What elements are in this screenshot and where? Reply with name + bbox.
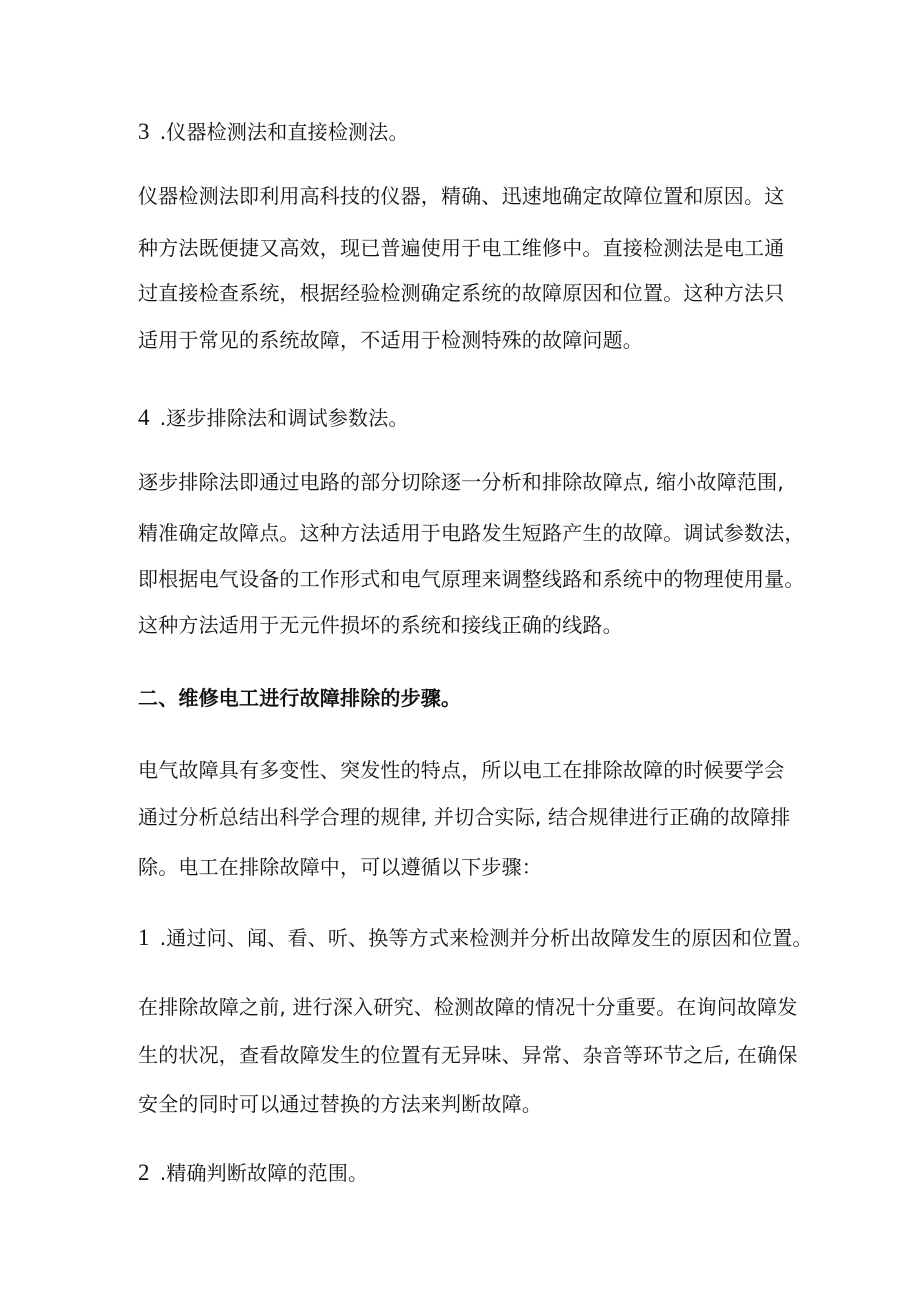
heading-4 <box>138 404 409 432</box>
heading-text: .仪器检测法和直接检测法。 <box>159 120 409 144</box>
paragraph-line: 电气故障具有多变性、突发性的特点，所以电工在排除故障的时候要学会 <box>138 758 785 782</box>
paragraph-line: 除。电工在排除故障中，可以遵循以下步骤： <box>138 855 542 879</box>
paragraph-line: 种方法既便捷又高效，现已普遍使用于电工维修中。直接检测法是电工通 <box>138 236 785 260</box>
heading-number: 1 <box>138 925 150 950</box>
heading-text: .通过问、闻、看、听、换等方式来检测并分析出故障发生的原因和位置。 <box>159 926 813 950</box>
paragraph-line: 精准确定故障点。这种方法适用于电路发生短路产生的故障。调试参数法， <box>138 521 805 545</box>
heading-number: 2 <box>138 1160 150 1185</box>
paragraph-line: 通过分析总结出科学合理的规律, 并切合实际, 结合规律进行正确的故障排 <box>138 805 791 829</box>
heading-number: 3 <box>138 119 150 144</box>
heading-3 <box>138 118 409 146</box>
heading-1 <box>138 924 813 952</box>
heading-number: 4 <box>138 405 150 430</box>
paragraph-line: 适用于常见的系统故障，不适用于检测特殊的故障问题。 <box>138 328 643 352</box>
section-heading: 二、维修电工进行故障排除的步骤。 <box>138 686 462 710</box>
paragraph-line: 即根据电气设备的工作形式和电气原理来调整线路和系统中的物理使用量。 <box>138 567 805 591</box>
paragraph-line: 仪器检测法即利用高科技的仪器，精确、迅速地确定故障位置和原因。这 <box>138 184 785 208</box>
paragraph-line: 生的状况，查看故障发生的位置有无异味、异常、杂音等环节之后, 在确保 <box>138 1043 798 1067</box>
heading-text: .精确判断故障的范围。 <box>159 1161 369 1185</box>
heading-text: .逐步排除法和调试参数法。 <box>159 406 409 430</box>
paragraph-line: 安全的同时可以通过替换的方法来判断故障。 <box>138 1092 542 1116</box>
paragraph-line: 在排除故障之前, 进行深入研究、检测故障的情况十分重要。在询问故障发 <box>138 995 798 1019</box>
paragraph-line: 过直接检查系统，根据经验检测确定系统的故障原因和位置。这种方法只 <box>138 281 785 305</box>
heading-2 <box>138 1159 368 1187</box>
paragraph-line: 这种方法适用于无元件损坏的系统和接线正确的线路。 <box>138 613 623 637</box>
paragraph-line: 逐步排除法即通过电路的部分切除逐一分析和排除故障点, 缩小故障范围, <box>138 470 784 494</box>
